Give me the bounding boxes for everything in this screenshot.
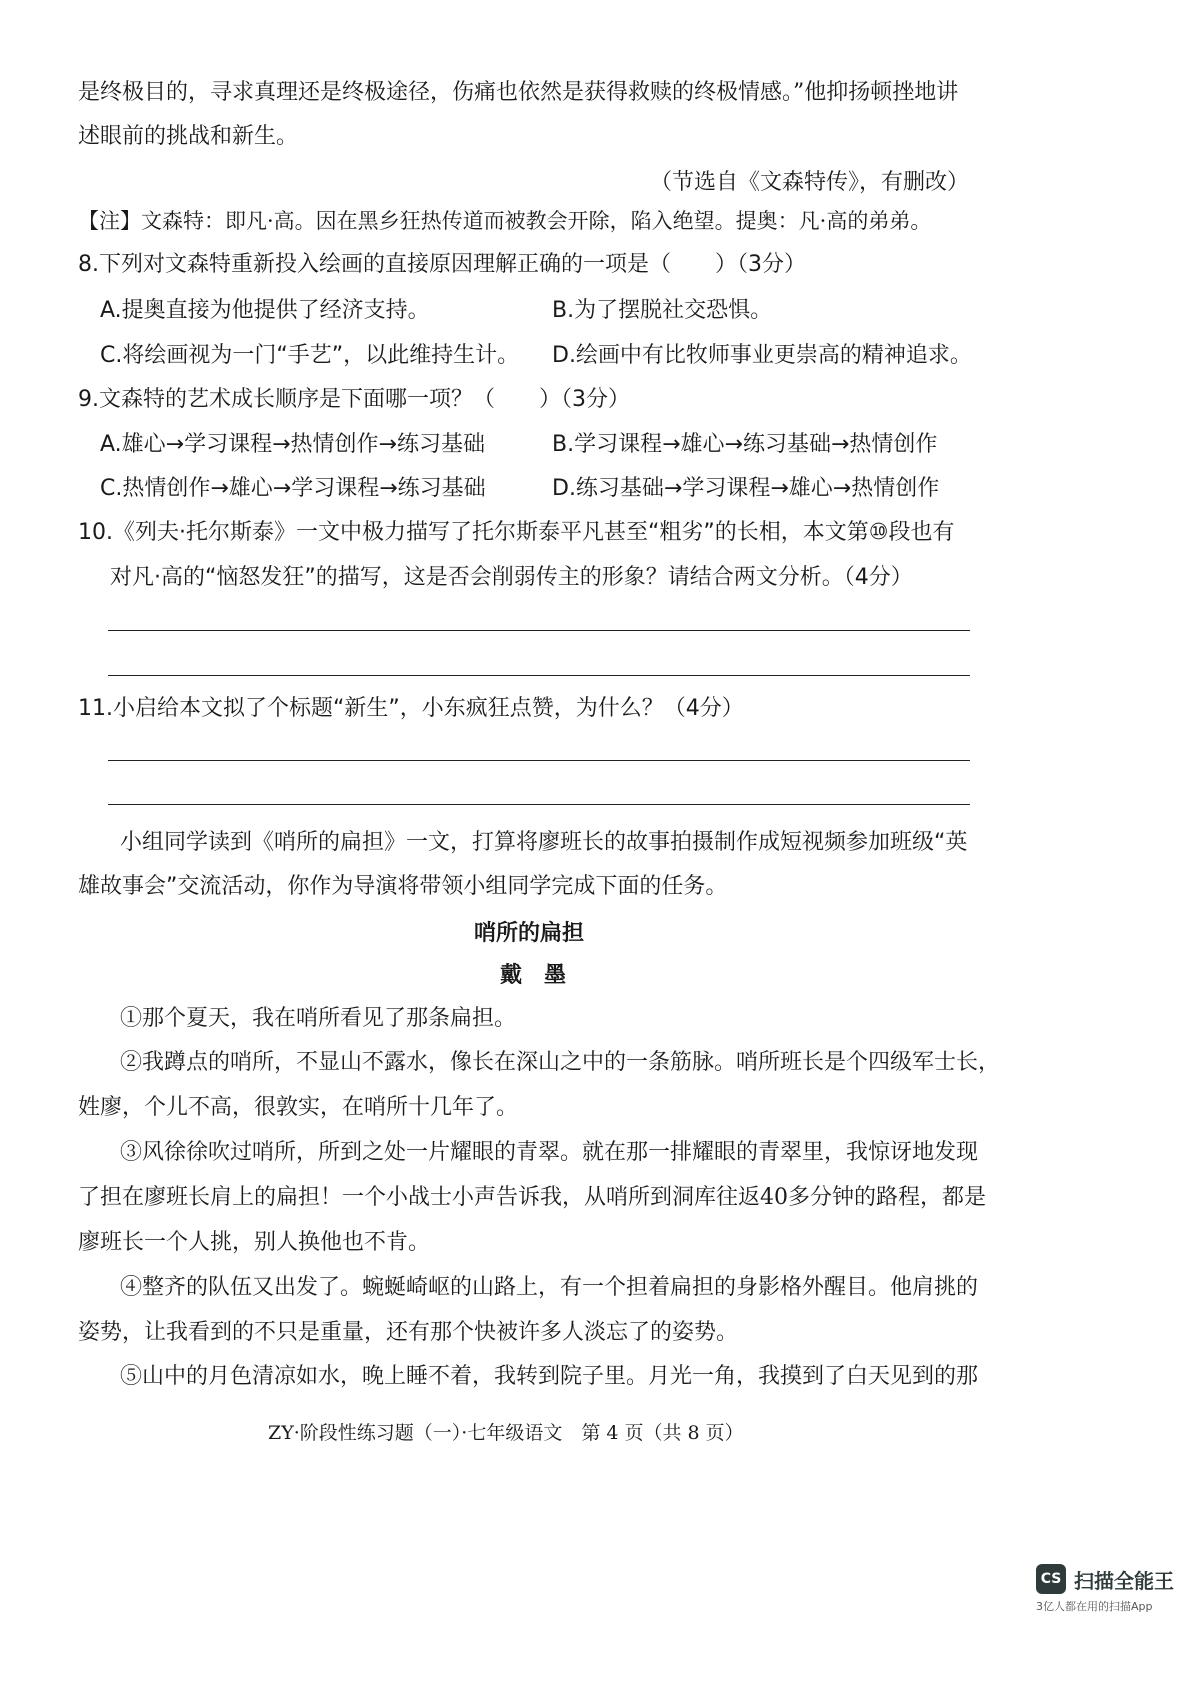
question-10-line-2: 对凡·高的“恼怒发狂”的描写，这是否会削弱传主的形象？请结合两文分析。（4分） xyxy=(110,565,913,590)
article-paragraph-3-line-2: 了担在廖班长肩上的扁担！一个小战士小声告诉我，从哨所到洞库往返40多分钟的路程，都是 xyxy=(78,1185,986,1210)
question-8-option-a: A.提奥直接为他提供了经济支持。 xyxy=(100,298,430,323)
question-11-stem: 11.小启给本文拟了个标题“新生”，小东疯狂点赞，为什么？（4分） xyxy=(78,696,744,721)
question-8-option-d: D.绘画中有比牧师事业更崇高的精神追求。 xyxy=(552,343,972,368)
page-footer: ZY·阶段性练习题（一）·七年级语文 第 4 页（共 8 页） xyxy=(268,1422,744,1444)
question-8-option-c: C.将绘画视为一门“手艺”，以此维持生计。 xyxy=(100,343,520,368)
question-9-option-b: B.学习课程→雄心→练习基础→热情创作 xyxy=(552,432,938,457)
camscanner-logo-icon: CS xyxy=(1036,1564,1066,1594)
answer-line[interactable] xyxy=(108,630,970,631)
answer-line[interactable] xyxy=(108,804,970,805)
question-9-option-a: A.雄心→学习课程→热情创作→练习基础 xyxy=(100,432,485,457)
article-paragraph-1: ①那个夏天，我在哨所看见了那条扁担。 xyxy=(120,1006,517,1031)
answer-line[interactable] xyxy=(108,760,970,761)
passage-note: 【注】文森特：即凡·高。因在黑乡狂热传道而被教会开除，陷入绝望。提奥：凡·高的弟弟。 xyxy=(78,209,932,233)
article-paragraph-3-line-3: 廖班长一个人挑，别人换他也不肯。 xyxy=(78,1230,431,1255)
task-intro-line-1: 小组同学读到《哨所的扁担》一文，打算将廖班长的故事拍摄制作成短视频参加班级“英 xyxy=(120,830,968,855)
article-paragraph-4-line-2: 姿势，让我看到的不只是重量，还有那个快被许多人淡忘了的姿势。 xyxy=(78,1320,739,1345)
article-paragraph-2-line-1: ②我蹲点的哨所，不显山不露水，像长在深山之中的一条筋脉。哨所班长是个四级军士长， xyxy=(120,1050,1001,1075)
question-9-stem: 9.文森特的艺术成长顺序是下面哪一项？（ ）（3分） xyxy=(78,387,630,412)
passage-line-1: 是终极目的，寻求真理还是终极途径，伤痛也依然是获得救赎的终极情感。”他抑扬顿挫地讲 xyxy=(78,80,959,105)
question-9-option-c: C.热情创作→雄心→学习课程→练习基础 xyxy=(100,476,486,501)
passage-source: （节选自《文森特传》，有删改） xyxy=(650,170,970,195)
scanner-watermark xyxy=(1036,1564,1174,1594)
task-intro-line-2: 雄故事会”交流活动，你作为导演将带领小组同学完成下面的任务。 xyxy=(78,874,728,899)
article-author: 戴 墨 xyxy=(500,962,567,988)
answer-line[interactable] xyxy=(108,675,970,676)
question-10-line-1: 10.《列夫·托尔斯泰》一文中极力描写了托尔斯泰平凡甚至“粗劣”的长相，本文第⑩段也有 xyxy=(78,520,955,545)
article-paragraph-4-line-1: ④整齐的队伍又出发了。蜿蜒崎岖的山路上，有一个担着扁担的身影格外醒目。他肩挑的 xyxy=(120,1275,979,1300)
article-paragraph-3-line-1: ③风徐徐吹过哨所，所到之处一片耀眼的青翠。就在那一排耀眼的青翠里，我惊讶地发现 xyxy=(120,1140,979,1165)
camscanner-tagline: 3亿人都在用的扫描App xyxy=(1036,1600,1153,1613)
article-paragraph-2-line-2: 姓廖，个儿不高，很敦实，在哨所十几年了。 xyxy=(78,1095,519,1120)
camscanner-name: 扫描全能王 xyxy=(1074,1568,1174,1593)
question-8-stem: 8.下列对文森特重新投入绘画的直接原因理解正确的一项是（ ）（3分） xyxy=(78,252,806,277)
question-8-option-b: B.为了摆脱社交恐惧。 xyxy=(552,298,773,323)
question-9-option-d: D.练习基础→学习课程→雄心→热情创作 xyxy=(552,476,940,501)
passage-line-2: 述眼前的挑战和新生。 xyxy=(78,124,299,149)
article-paragraph-5-line-1: ⑤山中的月色清凉如水，晚上睡不着，我转到院子里。月光一角，我摸到了白天见到的那 xyxy=(120,1364,979,1389)
article-title: 哨所的扁担 xyxy=(474,921,585,946)
